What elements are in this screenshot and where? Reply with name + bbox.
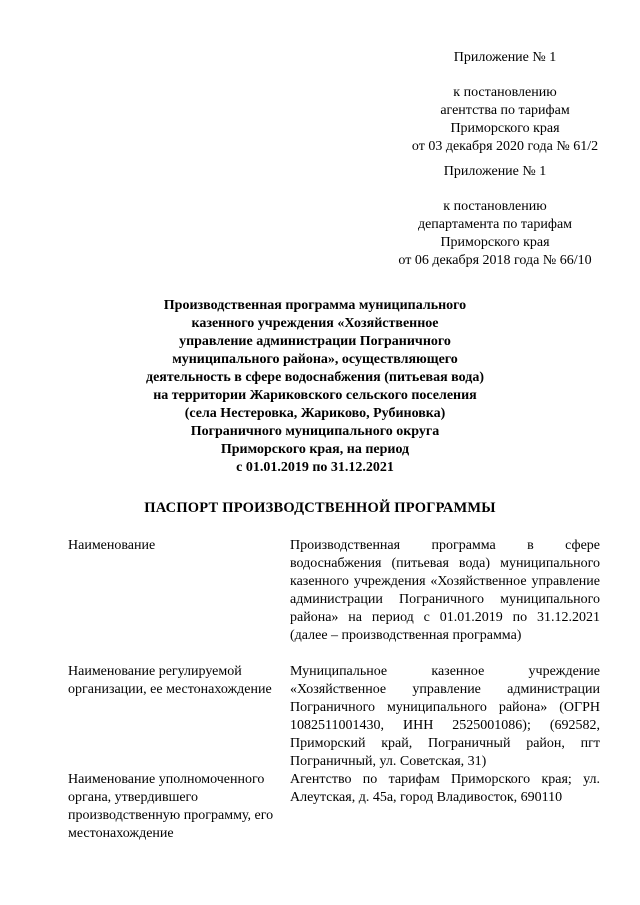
- annex-line: к постановлению: [453, 85, 557, 100]
- annex-title: Приложение № 1: [443, 164, 547, 179]
- annex-line: департамента по тарифам: [417, 217, 573, 232]
- title-line: управление администрации Пограничного: [179, 334, 451, 349]
- annex-line: к постановлению: [443, 199, 547, 214]
- row-label: Наименование: [68, 538, 156, 553]
- title-line: Производственная программа муниципального: [163, 298, 467, 313]
- title-line: казенного учреждения «Хозяйственное: [191, 316, 439, 331]
- annex-line: от 03 декабря 2020 года № 61/2: [411, 139, 599, 154]
- annex-header-1: [395, 49, 615, 156]
- annex-line: агентства по тарифам: [440, 103, 570, 118]
- row-label: Наименование регулируемой организации, ее местонахождение: [68, 664, 272, 697]
- annex-header-2: [385, 163, 605, 270]
- annex-line: от 06 декабря 2018 года № 66/10: [398, 253, 592, 268]
- title-line: на территории Жариковского сельского поселения: [153, 388, 477, 403]
- table-row: [68, 537, 600, 645]
- title-line: с 01.01.2019 по 31.12.2021: [236, 460, 394, 475]
- annex-title: Приложение № 1: [453, 50, 557, 65]
- row-value: Муниципальное казенное учреждение «Хозяйственное управление администрации Пограничного муниципального района» (ОГРН 1082511001430, ИНН 2525001086); (692582, Приморский край, Пограничный район, пгт Пограничный, ул. Советская, 31): [290, 664, 600, 769]
- passport-heading: ПАСПОРТ ПРОИЗВОДСТВЕННОЙ ПРОГРАММЫ: [144, 500, 496, 516]
- table-row: [68, 663, 600, 771]
- title-line: Приморского края, на период: [220, 442, 410, 457]
- title-line: (села Нестеровка, Жариково, Рубиновка): [184, 406, 446, 421]
- row-value: Производственная программа в сфере водоснабжения (питьевая вода) муниципального казенного учреждения «Хозяйственное управление администрации Пограничного муниципального района» на период с 01.01.2019 по 31.12.2021 (далее – производственная программа): [290, 538, 600, 643]
- table-row: [68, 771, 600, 843]
- program-title: [130, 297, 500, 477]
- row-value: Агентство по тарифам Приморского края; ул. Алеутская, д. 45а, город Владивосток, 690110: [290, 772, 600, 805]
- title-line: муниципального района», осуществляющего: [172, 352, 458, 367]
- title-line: Пограничного муниципального округа: [190, 424, 440, 439]
- annex-line: Приморского края: [440, 235, 550, 250]
- row-label: Наименование уполномоченного органа, утвердившего производственную программу, его местонахождение: [68, 772, 274, 841]
- title-line: деятельность в сфере водоснабжения (питьевая вода): [146, 370, 484, 385]
- annex-line: Приморского края: [450, 121, 560, 136]
